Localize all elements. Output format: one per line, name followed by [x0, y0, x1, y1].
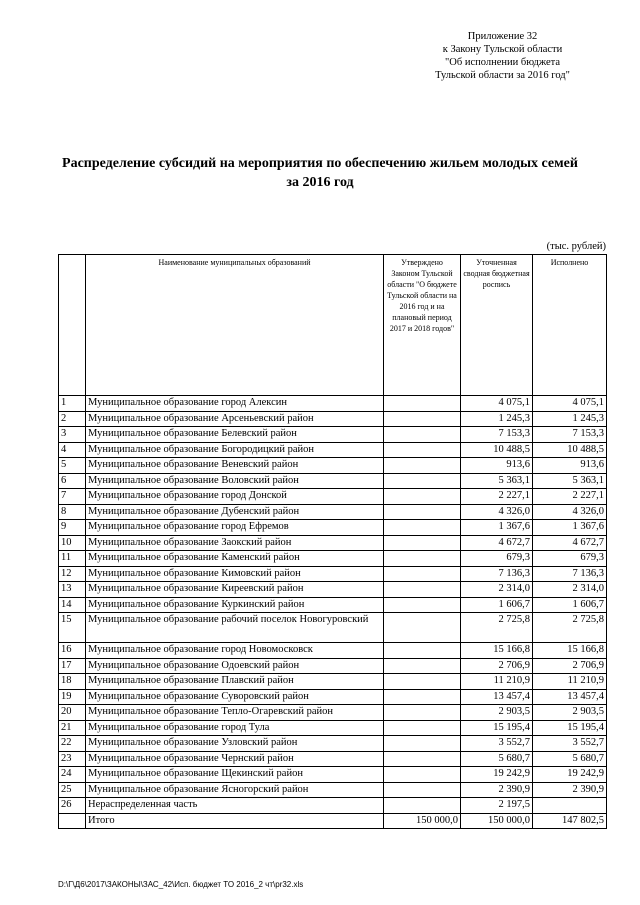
- row-name: Муниципальное образование Киреевский район: [86, 582, 384, 598]
- row-number: 18: [59, 674, 86, 690]
- title-line-1: Распределение субсидий на мероприятия по обеспечению жильем молодых семей: [62, 156, 578, 171]
- row-executed: 2 314,0: [533, 582, 607, 598]
- row-approved: 150 000,0: [384, 813, 461, 829]
- row-name: Муниципальное образование Плавский район: [86, 674, 384, 690]
- row-number: 19: [59, 689, 86, 705]
- row-number: 15: [59, 613, 86, 643]
- row-name: Муниципальное образование Тепло-Огаревский район: [86, 705, 384, 721]
- row-refined: 5 363,1: [461, 473, 533, 489]
- row-approved: [384, 798, 461, 814]
- row-number: 8: [59, 504, 86, 520]
- table-row: [59, 597, 607, 613]
- header-refined: Уточненная сводная бюджетная роспись: [461, 255, 533, 396]
- row-refined: 1 606,7: [461, 597, 533, 613]
- row-name: Муниципальное образование Богородицкий район: [86, 442, 384, 458]
- table-row: [59, 798, 607, 814]
- row-approved: [384, 674, 461, 690]
- row-number: 9: [59, 520, 86, 536]
- row-executed: 679,3: [533, 551, 607, 567]
- header-approved: Утверждено Законом Тульской области "О бюджете Тульской области на 2016 год и на плановый период 2017 и 2018 годов": [384, 255, 461, 396]
- table-row: [59, 535, 607, 551]
- row-executed: 11 210,9: [533, 674, 607, 690]
- appendix-line-2: к Закону Тульской области: [442, 44, 563, 55]
- appendix-line-3: "Об исполнении бюджета: [445, 57, 560, 68]
- row-executed: 19 242,9: [533, 767, 607, 783]
- row-number: 20: [59, 705, 86, 721]
- row-approved: [384, 613, 461, 643]
- row-approved: [384, 751, 461, 767]
- row-approved: [384, 551, 461, 567]
- row-number: 13: [59, 582, 86, 598]
- row-refined: 2 390,9: [461, 782, 533, 798]
- row-refined: 4 672,7: [461, 535, 533, 551]
- row-approved: [384, 736, 461, 752]
- row-executed: 4 672,7: [533, 535, 607, 551]
- row-name: Муниципальное образование Заокский район: [86, 535, 384, 551]
- header-executed: Исполнено: [533, 255, 607, 396]
- row-refined: 19 242,9: [461, 767, 533, 783]
- row-approved: [384, 597, 461, 613]
- row-refined: 7 153,3: [461, 427, 533, 443]
- row-refined: 2 706,9: [461, 658, 533, 674]
- table-header-row: [59, 255, 607, 396]
- row-name: Итого: [86, 813, 384, 829]
- row-approved: [384, 489, 461, 505]
- subsidy-table: [58, 254, 607, 829]
- units-label: (тыс. рублей): [546, 241, 606, 252]
- row-number: 4: [59, 442, 86, 458]
- table-row: [59, 582, 607, 598]
- row-name: Муниципальное образование Дубенский район: [86, 504, 384, 520]
- row-refined: 913,6: [461, 458, 533, 474]
- table-row: [59, 813, 607, 829]
- appendix-line-1: Приложение 32: [467, 31, 538, 42]
- row-refined: 679,3: [461, 551, 533, 567]
- table-row: [59, 427, 607, 443]
- row-number: 7: [59, 489, 86, 505]
- row-name: Муниципальное образование Суворовский район: [86, 689, 384, 705]
- table-row: [59, 411, 607, 427]
- row-refined: 1 245,3: [461, 411, 533, 427]
- row-number: 23: [59, 751, 86, 767]
- table-row: [59, 767, 607, 783]
- row-executed: 4 075,1: [533, 396, 607, 412]
- row-name: Муниципальное образование Кимовский район: [86, 566, 384, 582]
- row-refined: 150 000,0: [461, 813, 533, 829]
- table-row: [59, 736, 607, 752]
- row-executed: 3 552,7: [533, 736, 607, 752]
- row-number: 26: [59, 798, 86, 814]
- row-executed: 1 367,6: [533, 520, 607, 536]
- row-approved: [384, 643, 461, 659]
- row-refined: 2 227,1: [461, 489, 533, 505]
- row-executed: 7 153,3: [533, 427, 607, 443]
- row-number: 10: [59, 535, 86, 551]
- row-approved: [384, 782, 461, 798]
- row-executed: 2 390,9: [533, 782, 607, 798]
- row-executed: 13 457,4: [533, 689, 607, 705]
- row-name: Муниципальное образование рабочий поселок Новогуровский: [86, 613, 384, 643]
- appendix-line-4: Тульской области за 2016 год": [435, 70, 570, 81]
- row-name: Муниципальное образование город Алексин: [86, 396, 384, 412]
- row-approved: [384, 767, 461, 783]
- table-row: [59, 613, 607, 643]
- table-row: [59, 643, 607, 659]
- row-approved: [384, 473, 461, 489]
- row-approved: [384, 411, 461, 427]
- row-refined: 5 680,7: [461, 751, 533, 767]
- header-number: [59, 255, 86, 396]
- row-refined: 4 075,1: [461, 396, 533, 412]
- row-number: [59, 813, 86, 829]
- row-refined: 2 903,5: [461, 705, 533, 721]
- row-refined: 1 367,6: [461, 520, 533, 536]
- row-name: Муниципальное образование город Ефремов: [86, 520, 384, 536]
- file-path-footer: D:\Г\Д6\2017\ЗАКОНЫ\ЗАС_42\Исп. бюджет ТО 2016_2 чт\pr32.xls: [58, 880, 304, 889]
- row-refined: 13 457,4: [461, 689, 533, 705]
- table-row: [59, 504, 607, 520]
- appendix-header: [380, 30, 625, 82]
- table-body: [59, 396, 607, 829]
- row-approved: [384, 720, 461, 736]
- row-approved: [384, 566, 461, 582]
- row-refined: 15 166,8: [461, 643, 533, 659]
- table-row: [59, 705, 607, 721]
- row-executed: [533, 798, 607, 814]
- row-number: 21: [59, 720, 86, 736]
- row-refined: 7 136,3: [461, 566, 533, 582]
- row-executed: 10 488,5: [533, 442, 607, 458]
- table-row: [59, 396, 607, 412]
- row-approved: [384, 520, 461, 536]
- row-number: 1: [59, 396, 86, 412]
- row-name: Муниципальное образование Каменский район: [86, 551, 384, 567]
- row-number: 12: [59, 566, 86, 582]
- row-name: Муниципальное образование город Тула: [86, 720, 384, 736]
- row-name: Муниципальное образование Веневский район: [86, 458, 384, 474]
- row-name: Муниципальное образование Белевский район: [86, 427, 384, 443]
- row-number: 2: [59, 411, 86, 427]
- row-executed: 5 680,7: [533, 751, 607, 767]
- row-number: 22: [59, 736, 86, 752]
- row-name: Муниципальное образование Ясногорский район: [86, 782, 384, 798]
- row-executed: 15 166,8: [533, 643, 607, 659]
- row-approved: [384, 582, 461, 598]
- row-name: Нераспределенная часть: [86, 798, 384, 814]
- row-executed: 913,6: [533, 458, 607, 474]
- row-name: Муниципальное образование город Донской: [86, 489, 384, 505]
- table-row: [59, 473, 607, 489]
- row-approved: [384, 689, 461, 705]
- row-executed: 2 903,5: [533, 705, 607, 721]
- row-approved: [384, 705, 461, 721]
- row-name: Муниципальное образование Воловский район: [86, 473, 384, 489]
- row-number: 14: [59, 597, 86, 613]
- row-refined: 2 314,0: [461, 582, 533, 598]
- row-executed: 2 725,8: [533, 613, 607, 643]
- row-number: 6: [59, 473, 86, 489]
- row-name: Муниципальное образование Щекинский район: [86, 767, 384, 783]
- row-executed: 4 326,0: [533, 504, 607, 520]
- row-executed: 1 245,3: [533, 411, 607, 427]
- row-name: Муниципальное образование Арсеньевский район: [86, 411, 384, 427]
- row-approved: [384, 535, 461, 551]
- header-name: Наименование муниципальных образований: [86, 255, 384, 396]
- row-refined: 2 725,8: [461, 613, 533, 643]
- table-row: [59, 674, 607, 690]
- row-refined: 3 552,7: [461, 736, 533, 752]
- row-refined: 11 210,9: [461, 674, 533, 690]
- table-row: [59, 566, 607, 582]
- row-executed: 5 363,1: [533, 473, 607, 489]
- row-approved: [384, 658, 461, 674]
- row-number: 25: [59, 782, 86, 798]
- row-refined: 15 195,4: [461, 720, 533, 736]
- row-number: 24: [59, 767, 86, 783]
- row-approved: [384, 427, 461, 443]
- table-row: [59, 689, 607, 705]
- row-executed: 7 136,3: [533, 566, 607, 582]
- row-approved: [384, 504, 461, 520]
- row-name: Муниципальное образование Одоевский район: [86, 658, 384, 674]
- document-title: [40, 154, 600, 192]
- table-row: [59, 489, 607, 505]
- table-row: [59, 720, 607, 736]
- row-executed: 2 227,1: [533, 489, 607, 505]
- row-executed: 2 706,9: [533, 658, 607, 674]
- table-row: [59, 520, 607, 536]
- row-name: Муниципальное образование Чернский район: [86, 751, 384, 767]
- row-approved: [384, 458, 461, 474]
- row-refined: 2 197,5: [461, 798, 533, 814]
- row-refined: 4 326,0: [461, 504, 533, 520]
- row-approved: [384, 396, 461, 412]
- row-name: Муниципальное образование Куркинский район: [86, 597, 384, 613]
- row-number: 11: [59, 551, 86, 567]
- table-row: [59, 782, 607, 798]
- row-name: Муниципальное образование Узловский район: [86, 736, 384, 752]
- table-row: [59, 442, 607, 458]
- table-row: [59, 551, 607, 567]
- row-number: 17: [59, 658, 86, 674]
- table-row: [59, 751, 607, 767]
- title-line-2: за 2016 год: [286, 175, 354, 190]
- row-number: 16: [59, 643, 86, 659]
- row-number: 5: [59, 458, 86, 474]
- table-row: [59, 658, 607, 674]
- row-approved: [384, 442, 461, 458]
- row-executed: 147 802,5: [533, 813, 607, 829]
- row-number: 3: [59, 427, 86, 443]
- row-refined: 10 488,5: [461, 442, 533, 458]
- table-row: [59, 458, 607, 474]
- row-name: Муниципальное образование город Новомосковск: [86, 643, 384, 659]
- row-executed: 15 195,4: [533, 720, 607, 736]
- row-executed: 1 606,7: [533, 597, 607, 613]
